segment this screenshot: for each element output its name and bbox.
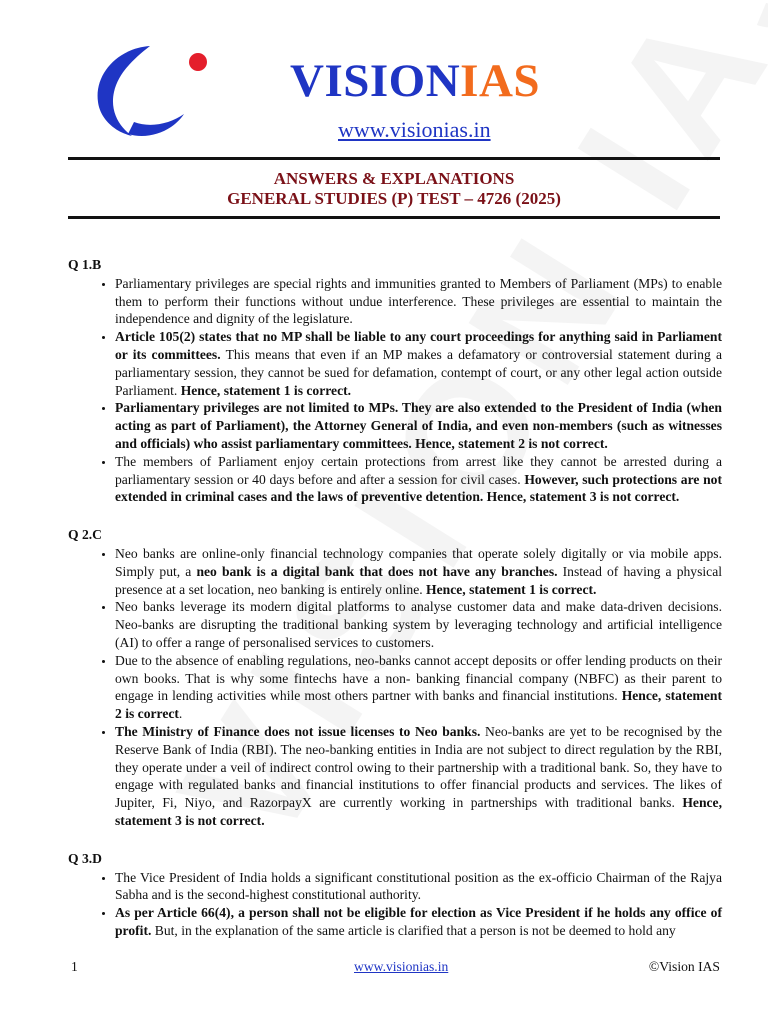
question-label: Q 3.D	[68, 850, 102, 866]
explanation-point	[115, 453, 722, 506]
body-text: Parliamentary privileges are special rights and immunities granted to Members of Parliament (MPs) to enable them to perform their functions without undue interference. These privileges are essential to maintain the independence and dignity of the legislature.	[115, 275, 722, 327]
explanation-list	[68, 545, 722, 830]
header-website-link[interactable]: www.visionias.in	[338, 117, 491, 142]
emphasis-text: neo bank is a digital bank that does not have any branches.	[196, 563, 558, 579]
body-text: Instead of having a physical presence at a set location, neo banking is entirely online.	[115, 563, 723, 597]
footer-website-link[interactable]: www.visionias.in	[354, 959, 449, 974]
question-label: Q 2.C	[68, 527, 102, 543]
emphasis-text: Hence, statement 1 is correct.	[180, 382, 352, 398]
document-title	[68, 169, 720, 209]
page-footer	[68, 959, 722, 979]
body-text: Due to the absence of enabling regulations, neo-banks cannot accept deposits or offer lending products on their own books. That is why some fintechs have a non- banking financial company (NBFC) as their parent to engage in lending activities while most others partner with banks and financial institutions.	[115, 652, 722, 704]
question-block	[68, 850, 722, 940]
emphasis-text: The Ministry of Finance does not issue licenses to Neo banks.	[115, 723, 481, 739]
emphasis-text: Article 105(2) states that no MP shall be liable to any court proceedings for anything said in Parliament or its committees.	[115, 329, 722, 362]
explanation-point	[115, 399, 722, 452]
emphasis-text: As per Article 66(4), a person shall not be eligible for election as Vice President if he holds any office of profit.	[115, 905, 722, 938]
header-divider-top	[68, 157, 720, 160]
question-block	[68, 256, 722, 506]
emphasis-text: Hence, statement 1 is correct.	[426, 581, 597, 597]
brand-name-vision: VISION	[290, 55, 461, 107]
question-block	[68, 526, 722, 830]
emphasis-text: However, such protections are not extended in criminal cases and the laws of preventive detention. Hence, statement 3 is not correct.	[115, 471, 722, 505]
page-number: 1	[71, 959, 78, 974]
title-line-2: GENERAL STUDIES (P) TEST – 4726 (2025)	[227, 189, 561, 208]
question-label: Q 1.B	[68, 257, 102, 272]
explanation-point	[115, 598, 722, 651]
explanation-point	[115, 545, 722, 598]
body-text: Neo-banks are yet to be recognised by the Reserve Bank of India (RBI). The neo-banking entities in India are not subject to direct regulation by the RBI, they operate under a veil of indirect control owing to their partnership with a traditional bank. So, they have to engage with regulated banks and financial institutions to offer financial products and services. The likes of Jupiter, Fi, Niyo, and RazorpayX are currently working in partnerships with traditional banks.	[115, 723, 723, 811]
explanation-point	[115, 904, 722, 940]
brand-name	[290, 55, 541, 107]
explanation-point	[115, 869, 722, 905]
brand-name-ias: IAS	[460, 55, 541, 107]
title-line-1: ANSWERS & EXPLANATIONS	[273, 169, 515, 188]
header-divider-bottom	[68, 216, 720, 219]
body-text: The members of Parliament enjoy certain protections from arrest like they cannot be arrested during a parliamentary session or 40 days before and after a session for civil cases.	[115, 453, 722, 487]
explanation-point	[115, 275, 722, 328]
body-text: .	[178, 706, 183, 722]
explanation-list	[68, 869, 722, 940]
explanation-point	[115, 328, 722, 399]
body-text: Neo banks are online-only financial technology companies that operate solely digitally or via mobile apps. Simply put, a	[115, 545, 722, 579]
emphasis-text: Hence, statement 2 is correct	[115, 688, 722, 722]
emphasis-text: Hence, statement 3 is not correct.	[115, 795, 722, 828]
answers-content	[68, 256, 722, 960]
body-text: Neo banks leverage its modern digital platforms to analyse customer data and make data-driven decisions. Neo-banks are disrupting the traditional banking system by leveraging technology and artificial intelligence (AI) to offer a range of personalised services to customers.	[115, 599, 722, 650]
explanation-point	[115, 723, 722, 830]
explanation-list	[68, 275, 722, 506]
body-text: But, in the explanation of the same article is clarified that a person is not be deemed to hold any	[151, 922, 676, 938]
vision-ias-logo-icon	[88, 40, 218, 140]
footer-copyright: ©Vision IAS	[648, 959, 720, 974]
emphasis-text: Parliamentary privileges are not limited to MPs. They are also extended to the President of India (when acting as part of Parliament), the Attorney General of India, and even non-members (such as witnesses and officials) who assist parliamentary committees. Hence, statement 2 is not correct.	[115, 400, 722, 451]
explanation-point	[115, 652, 722, 723]
body-text: The Vice President of India holds a significant constitutional position as the ex-officio Chairman of the Rajya Sabha and is the second-highest constitutional authority.	[115, 869, 722, 903]
body-text: This means that even if an MP makes a defamatory or controversial statement during a parliamentary session, they cannot be sued for defamation, contempt of court, or any other legal action outside Parliament.	[115, 346, 722, 398]
